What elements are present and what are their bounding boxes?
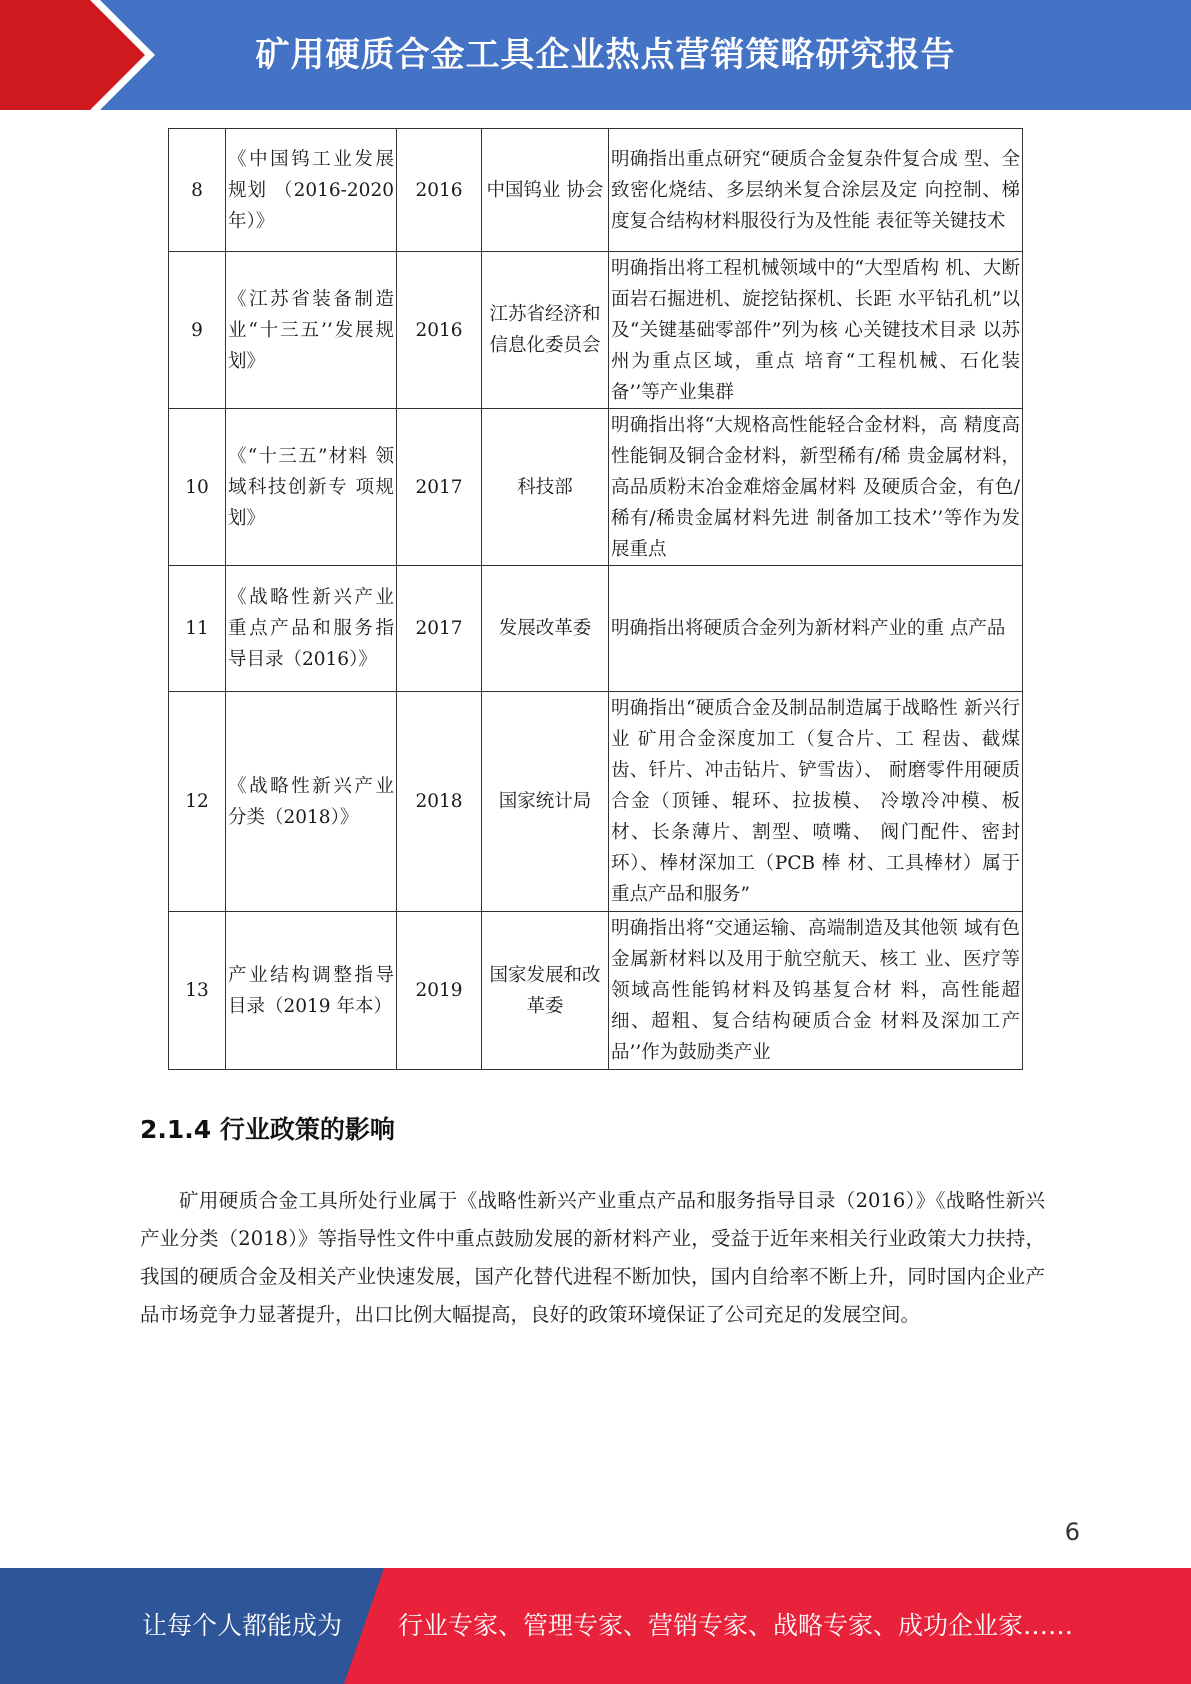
policy-year: 2018 <box>397 692 482 912</box>
policy-year: 2016 <box>397 129 482 252</box>
policy-year: 2017 <box>397 409 482 566</box>
section-heading: 2.1.4 行业政策的影响 <box>140 1115 395 1144</box>
policy-description: 明确指出“硬质合金及制品制造属于战略性 新兴行业 矿用合金深度加工（复合片、工 程齿、截煤齿、钎片、冲击钻片、铲雪齿）、 耐磨零件用硬质合金（顶锤、辊环、拉拔模、 冷墩冷冲模、板材、长条薄片、割型、喷嘴、 阀门配件、密封环）、棒材深加工（PCB 棒 材、工具棒材）属于重点产品和服务” <box>609 692 1023 912</box>
table-row <box>169 129 1023 252</box>
policy-description: 明确指出将硬质合金列为新材料产业的重 点产品 <box>609 566 1023 692</box>
policy-name: 《江苏省装备制造业“十三五’’发展规划》 <box>226 252 397 409</box>
policy-description: 明确指出将“大规格高性能轻合金材料，高 精度高性能铜及铜合金材料，新型稀有/稀 贵金属材料，高品质粉末冶金难熔金属材料 及硬质合金，有色/稀有/稀贵金属材料先进 制备加工技术’’等作为发展重点 <box>609 409 1023 566</box>
header-banner <box>0 0 1191 110</box>
issuing-org: 中国钨业 协会 <box>482 129 609 252</box>
issuing-org: 江苏省经济和信息化委员会 <box>482 252 609 409</box>
policy-description: 明确指出将工程机械领域中的“大型盾构 机、大断面岩石掘进机、旋挖钻探机、长距 水平钻孔机”以及“关键基础零部件”列为核 心关键技术目录 以苏州为重点区域，重点 培育“工程机械、石化装备’’等产业集群 <box>609 252 1023 409</box>
policy-year: 2017 <box>397 566 482 692</box>
footer-slogan-right: 行业专家、管理专家、营销专家、战略专家、成功企业家…… <box>398 1611 1074 1640</box>
policy-name: 《中国钨工业发展规划 （2016-2020 年）》 <box>226 129 397 252</box>
issuing-org: 国家发展和改革委 <box>482 912 609 1070</box>
row-number: 13 <box>169 912 226 1070</box>
issuing-org: 国家统计局 <box>482 692 609 912</box>
table-row <box>169 409 1023 566</box>
row-number: 12 <box>169 692 226 912</box>
table-row <box>169 692 1023 912</box>
policy-year: 2016 <box>397 252 482 409</box>
table-row <box>169 912 1023 1070</box>
issuing-org: 科技部 <box>482 409 609 566</box>
body-paragraph: 矿用硬质合金工具所处行业属于《战略性新兴产业重点产品和服务指导目录（2016）》《战略性新兴产业分类（2018）》等指导性文件中重点鼓励发展的新材料产业，受益于近年来相关行业政策大力扶持，我国的硬质合金及相关产业快速发展，国产化替代进程不断加快，国内自给率不断上升，同时国内企业产品市场竞争力显著提升，出口比例大幅提高，良好的政策环境保证了公司充足的发展空间。 <box>140 1189 1045 1326</box>
issuing-org: 发展改革委 <box>482 566 609 692</box>
row-number: 9 <box>169 252 226 409</box>
policy-name: 《战略性新兴产业重点产品和服务指导目录（2016）》 <box>226 566 397 692</box>
footer-slogan-left: 让每个人都能成为 <box>142 1611 343 1640</box>
row-number: 10 <box>169 409 226 566</box>
row-number: 8 <box>169 129 226 252</box>
row-number: 11 <box>169 566 226 692</box>
policy-name: 《“十三五”材料 领域科技创新专 项规划》 <box>226 409 397 566</box>
page-number: 6 <box>1064 1518 1080 1546</box>
table-row <box>169 252 1023 409</box>
report-title: 矿用硬质合金工具企业热点营销策略研究报告 <box>255 35 956 75</box>
table-row <box>169 566 1023 692</box>
policy-description: 明确指出将“交通运输、高端制造及其他领 域有色金属新材料以及用于航空航天、核工 业、医疗等领域高性能钨材料及钨基复合材 料，高性能超细、超粗、复合结构硬质合金 材料及深加工产品’’作为鼓励类产业 <box>609 912 1023 1070</box>
policy-table <box>168 128 1023 1070</box>
policy-description: 明确指出重点研究“硬质合金复杂件复合成 型、全致密化烧结、多层纳米复合涂层及定 向控制、梯度复合结构材料服役行为及性能 表征等关键技术 <box>609 129 1023 252</box>
policy-year: 2019 <box>397 912 482 1070</box>
footer-banner <box>0 1568 1191 1684</box>
policy-name: 产业结构调整指导目录（2019 年本） <box>226 912 397 1070</box>
policy-name: 《战略性新兴产业分类（2018）》 <box>226 692 397 912</box>
